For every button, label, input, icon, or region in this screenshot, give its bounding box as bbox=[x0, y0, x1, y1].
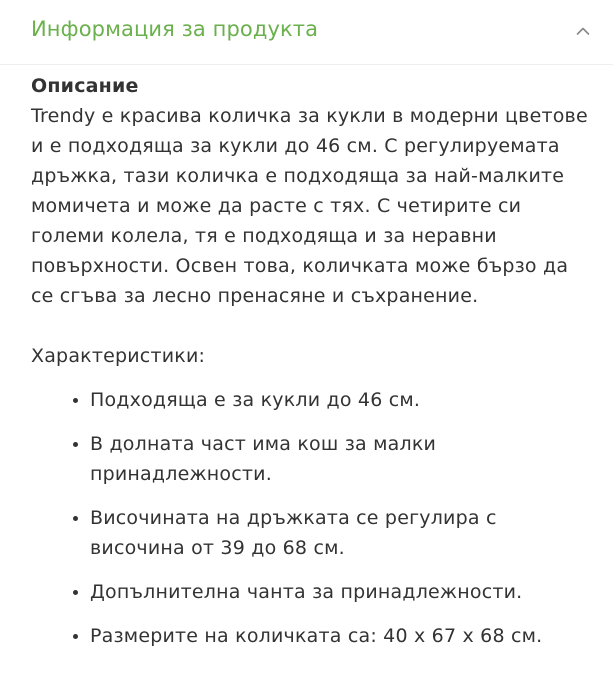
features-list bbox=[31, 385, 589, 651]
product-info-accordion-header[interactable] bbox=[0, 0, 613, 65]
accordion-content bbox=[0, 65, 613, 651]
description-text: Trendy е красива количка за кукли в модерни цветове и е подходяща за кукли до 46 см. С регулируемата дръжка, тази количка е подходяща за най-малките момичета и може да расте с тях. С четирите си големи колела, тя е подходяща и за неравни повърхности. Освен това, количката може бързо да се сгъва за лесно пренасяне и съхранение. bbox=[31, 105, 588, 307]
feature-item: Размерите на количката са: 40 x 67 x 68 см. bbox=[72, 621, 589, 651]
features-heading: Характеристики: bbox=[31, 345, 206, 367]
feature-item: Височината на дръжката се регулира с височина от 39 до 68 см. bbox=[72, 503, 589, 563]
feature-item: В долната част има кош за малки принадлежности. bbox=[72, 429, 589, 489]
feature-item: Подходяща е за кукли до 46 см. bbox=[72, 385, 589, 415]
feature-item: Допълнителна чанта за принадлежности. bbox=[72, 577, 589, 607]
accordion-title: Информация за продукта bbox=[31, 17, 319, 41]
chevron-up-icon[interactable] bbox=[576, 26, 590, 36]
description-heading: Описание bbox=[31, 75, 139, 97]
